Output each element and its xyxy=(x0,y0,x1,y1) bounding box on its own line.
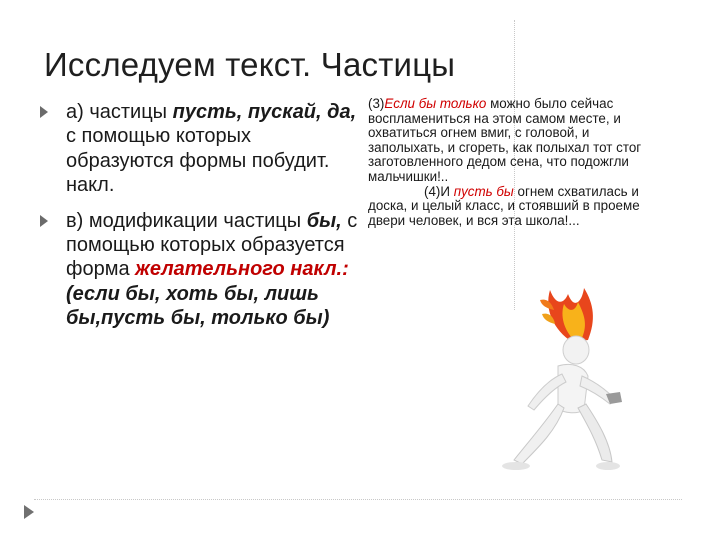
quote-highlight-4: пусть бы xyxy=(453,183,514,199)
quote-paragraph-3 xyxy=(368,97,668,185)
bullet-b-prefix: в) модификации частицы xyxy=(66,209,307,232)
bullet-arrow-icon xyxy=(40,106,48,118)
bullet-a-prefix: а) частицы xyxy=(66,101,173,123)
quote-highlight-3: Если бы только xyxy=(384,96,487,111)
bullet-b-particle: бы, xyxy=(306,209,342,232)
bullet-b-mood: желательного накл.: xyxy=(135,258,349,281)
bullet-list xyxy=(38,100,358,342)
bullet-a-suffix: с помощью которых образуются формы побудит. накл. xyxy=(66,125,330,197)
quote-number-3: (3) xyxy=(368,96,385,111)
quote-number-4: (4)И xyxy=(424,183,454,199)
bullet-b-examples: (если бы, хоть бы, лишь бы,пусть бы, только бы) xyxy=(66,282,330,330)
quote-body-4: огнем схватилась и доска, и целый класс, и стоявший в проеме двери человек, и вся эта школа!... xyxy=(368,183,640,228)
burning-man-illustration xyxy=(484,280,644,480)
slide-title: Исследуем текст. Частицы xyxy=(44,46,456,83)
bullet-b-mid: с помощью которых образуется форма xyxy=(66,209,358,281)
bullet-item-b xyxy=(38,209,358,331)
guide-line-horizontal xyxy=(34,499,682,500)
nav-triangle-left-icon[interactable] xyxy=(24,505,34,519)
quote-paragraph-4 xyxy=(368,185,668,229)
bullet-item-a xyxy=(38,100,358,198)
bullet-a-particles: пусть, пускай, да, xyxy=(172,101,357,123)
quote-body-3: можно было сейчас воспламениться на этом самом месте, и охватиться огнем вмиг, с головой, и заполыхать, и сгореть, как полыхал тот стог заготовленного дедом сена, что подожгли мальчишки!.. xyxy=(368,96,642,184)
bullet-arrow-icon xyxy=(40,215,48,227)
quote-text xyxy=(368,97,668,228)
